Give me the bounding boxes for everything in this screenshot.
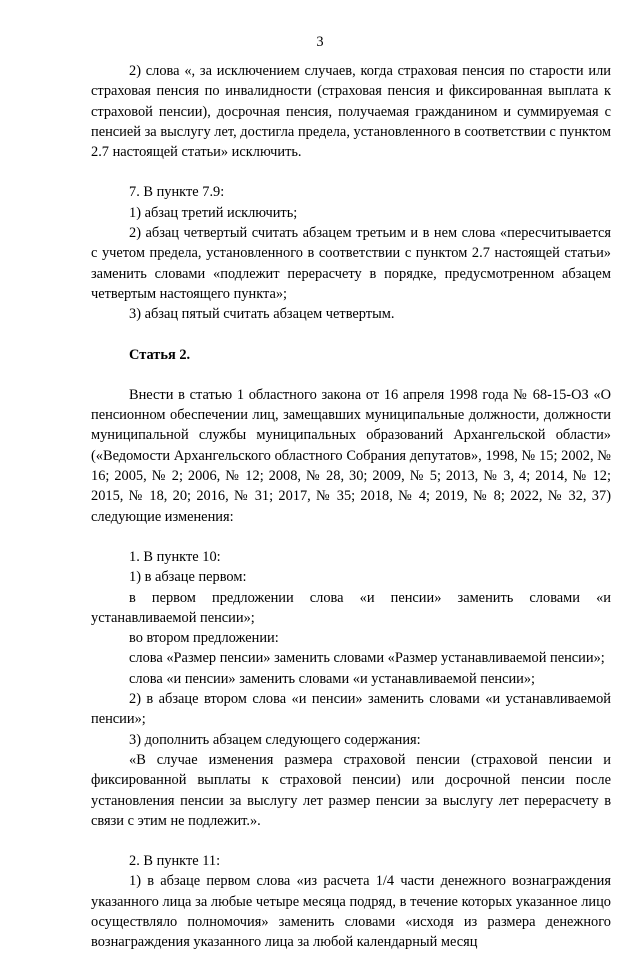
paragraph-quoted-text: «В случае изменения размера страховой пенсии (страховой пенсии и фиксированной выплаты к страховой пенсии) или досрочной пенсии после установления пенсии за выслугу лет размер пенсии за выслугу лет перерасчету в связи с этим не подлежит.». — [91, 751, 611, 829]
paragraph-article-intro: Внести в статью 1 областного закона от 16 апреля 1998 года № 68-15-ОЗ «О пенсионном обеспечении лиц, замещавших муниципальные должности, должности муниципальной службы муниципальных образований Архангельской области» («Ведомости Архангельского областного Собрания депутатов», 1998, № 15; 2002, № 16; 2005, № 2; 2006, № 12; 2008, № 28, 30; 2009, № 5; 2013, № 3, 4; 2014, № 12; 2015, № 18, 20; 2016, № 31; 2017, № 35; 2018, № 4; 2019, № 8; 2022, № 32, 37) следующие изменения: — [91, 386, 611, 525]
paragraph-gap — [91, 325, 611, 345]
paragraph-point-7-9: 7. В пункте 7.9: — [129, 184, 225, 201]
article-heading: Статья 2. — [129, 346, 191, 363]
paragraph-gap — [91, 365, 611, 385]
paragraph-item: 1) абзац третий исключить; — [129, 204, 298, 221]
paragraph-item: в первом предложении слова «и пенсии» заменить словами «и устанавливаемой пенсии»; — [91, 589, 611, 626]
paragraph-gap — [91, 831, 611, 851]
paragraph-amendment-words: 2) слова «, за исключением случаев, когда страховая пенсия по старости или страховая пенсия по инвалидности (страховая пенсия и фиксированная выплата к страховой пенсии), досрочная пенсия, получаемая гражданином и суммируемая с пенсией за выслугу лет, достигла предела, установленного в соответствии с пунктом 2.7 настоящей статьи» исключить. — [91, 63, 611, 161]
paragraph-gap — [91, 162, 611, 182]
paragraph-item: слова «Размер пенсии» заменить словами «Размер устанавливаемой пенсии»; — [129, 650, 605, 667]
paragraph-item: 2) абзац четвертый считать абзацем третьим и в нем слова «пересчитывается с учетом предела, установленного в соответствии с пунктом 2.7 настоящей статьи» заменить словами «подлежит перерасчету в порядке, предусмотренном абзацем четвертым настоящего пункта»; — [91, 225, 611, 302]
paragraph-item: 3) абзац пятый считать абзацем четвертым. — [129, 306, 395, 323]
paragraph-item: 3) дополнить абзацем следующего содержания: — [129, 731, 421, 748]
paragraph-item: 2) в абзаце втором слова «и пенсии» заменить словами «и устанавливаемой пенсии»; — [91, 691, 611, 728]
paragraph-point-10: 1. В пункте 10: — [129, 548, 221, 565]
paragraph-item: во втором предложении: — [129, 630, 279, 647]
document-body — [91, 61, 611, 953]
paragraph-gap — [91, 527, 611, 547]
paragraph-point-11: 2. В пункте 11: — [129, 853, 221, 870]
paragraph-item: слова «и пенсии» заменить словами «и устанавливаемой пенсии»; — [129, 670, 536, 687]
page-number: 3 — [316, 34, 324, 50]
paragraph-item: 1) в абзаце первом: — [129, 569, 247, 586]
paragraph-item: 1) в абзаце первом слова «из расчета 1/4 части денежного вознаграждения указанного лица за любые четыре месяца подряд, в течение которых указанное лицо осуществляло полномочия» заменить словами «исходя из размера денежного вознаграждения указанного лица за любой календарный месяц — [91, 873, 611, 951]
